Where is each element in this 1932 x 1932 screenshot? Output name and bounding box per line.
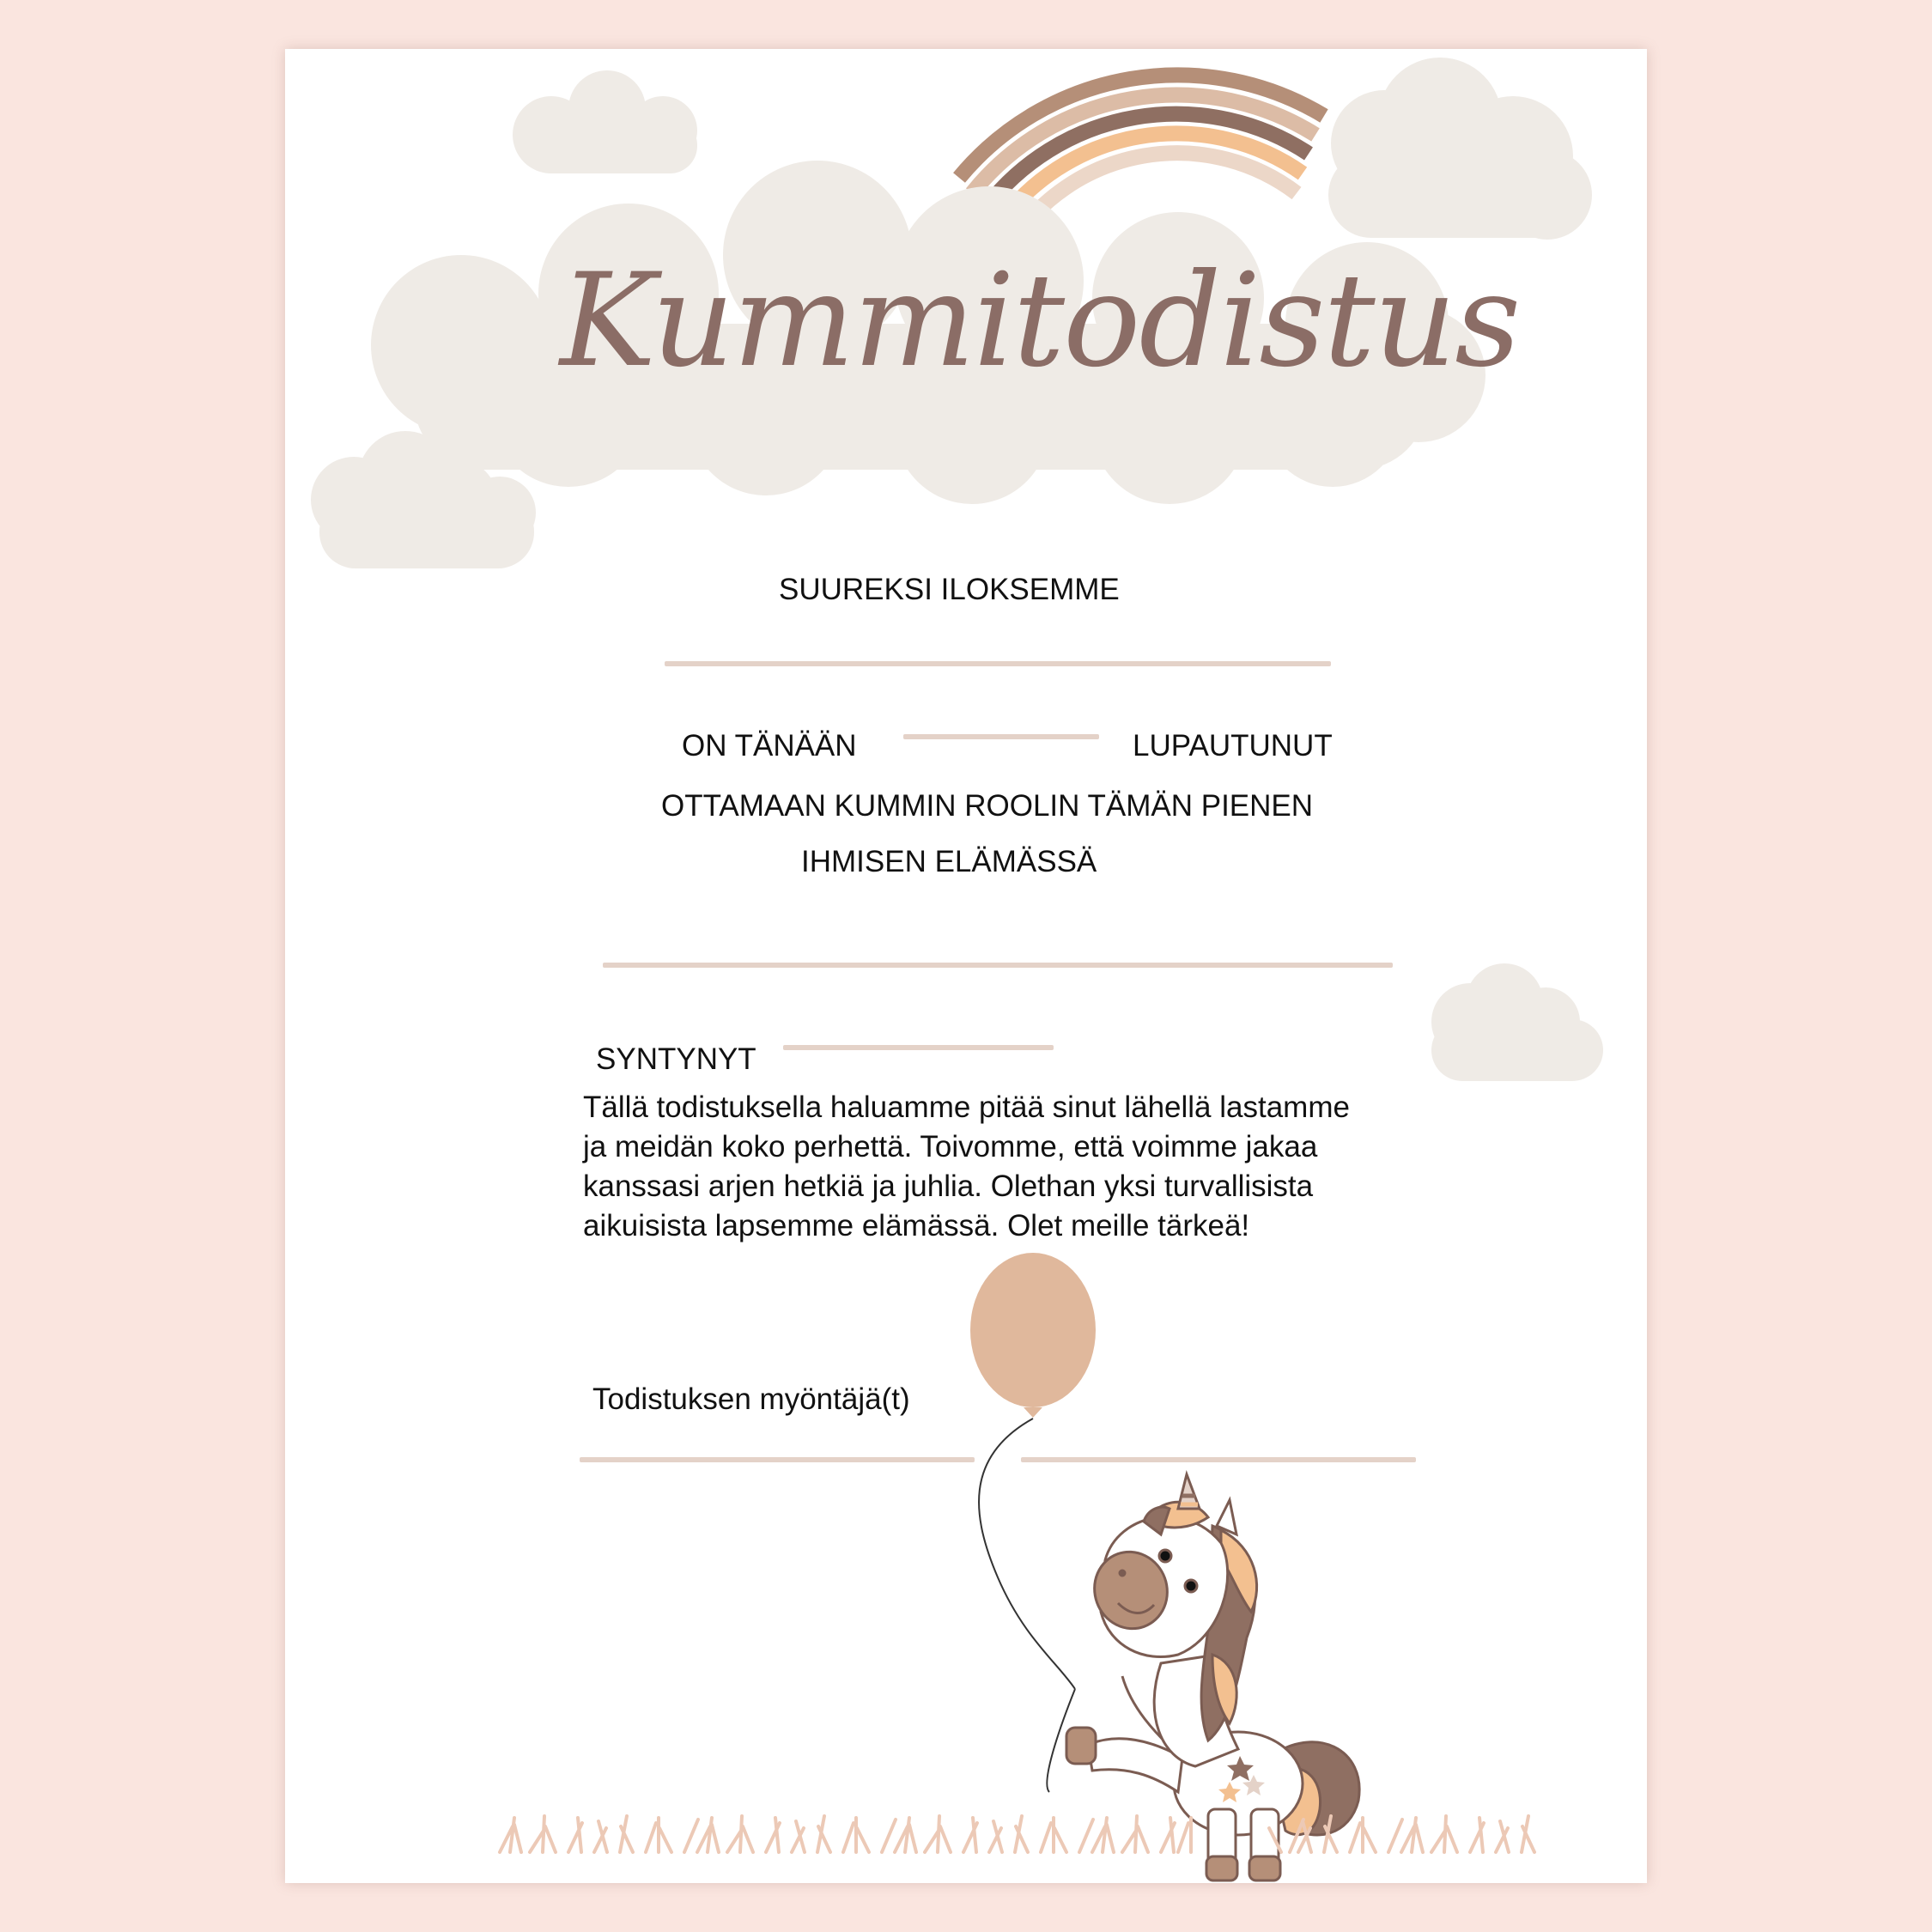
promised-label: LUPAUTUNUT — [1133, 729, 1333, 762]
page-title: Kummitodistus — [560, 246, 1520, 396]
certificate-sheet — [285, 49, 1647, 1883]
paragraph-line: kanssasi arjen hetkiä ja juhlia. Olethan yksi turvallisista — [583, 1170, 1314, 1203]
birth-date-line — [783, 1045, 1054, 1050]
balloon-icon — [970, 1253, 1096, 1792]
born-label: SYNTYNYT — [596, 1042, 756, 1076]
cloud-icon — [513, 70, 697, 173]
certificate-paragraph — [583, 1088, 1442, 1246]
life-line: IHMISEN ELÄMÄSSÄ — [801, 845, 1097, 878]
role-line: OTTAMAAN KUMMIN ROOLIN TÄMÄN PIENEN — [661, 789, 1314, 823]
paragraph-line: Tällä todistuksella haluamme pitää sinut lähellä lastamme — [583, 1091, 1350, 1124]
intro-line: SUUREKSI ILOKSEMME — [779, 573, 1120, 606]
paragraph-line: aikuisista lapsemme elämässä. Olet meille tärkeä! — [583, 1209, 1250, 1242]
issuer-label: Todistuksen myöntäjä(t) — [592, 1382, 910, 1416]
paragraph-line: ja meidän koko perhettä. Toivomme, että voimme jakaa — [583, 1130, 1318, 1163]
godparent-name-line — [665, 661, 1331, 666]
cloud-icon — [1431, 963, 1603, 1081]
grass-icon — [500, 1816, 1534, 1852]
unicorn-icon — [1066, 1474, 1359, 1880]
signature-line-1 — [580, 1457, 975, 1462]
on-today-label: ON TÄNÄÄN — [682, 729, 857, 762]
date-line — [903, 734, 1099, 739]
signature-line-2 — [1021, 1457, 1416, 1462]
child-name-line — [603, 963, 1393, 968]
cloud-icon — [1328, 58, 1592, 240]
